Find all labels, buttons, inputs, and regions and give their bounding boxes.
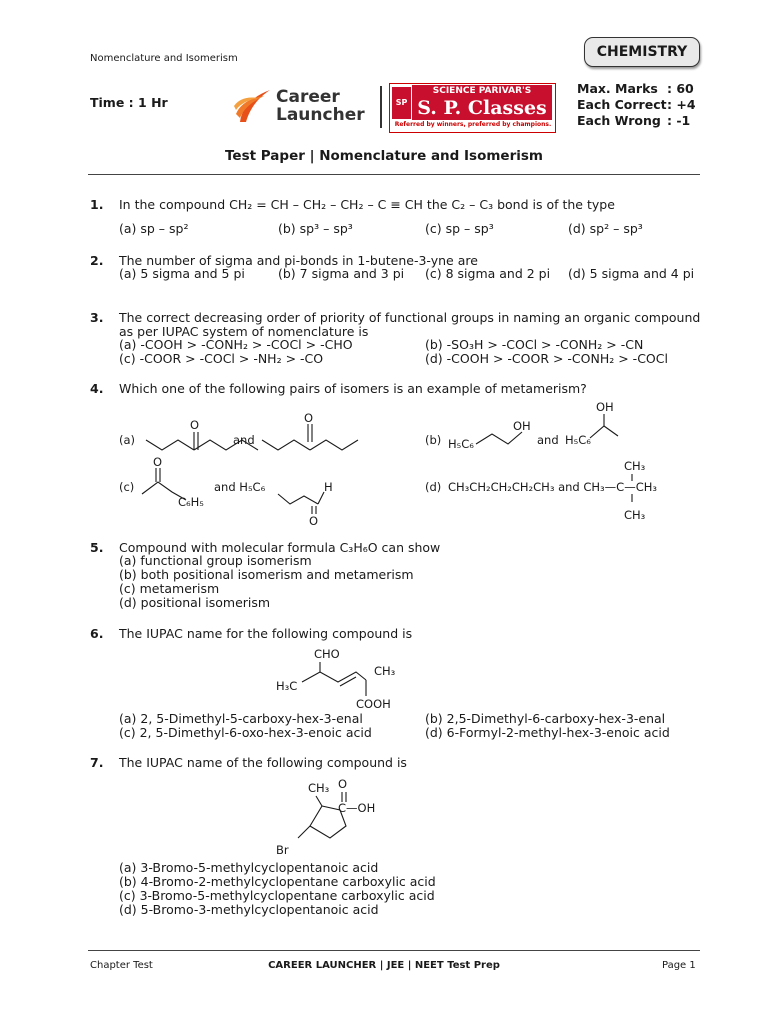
q7-option-d[interactable]: (d) 5-Bromo-3-methylcyclopentanoic acid: [119, 902, 379, 917]
marks-box: [577, 81, 696, 129]
q4c-and-h5c6: and H₅C₆: [214, 480, 266, 494]
footer-center-rest: Test Prep: [443, 960, 500, 971]
q1-post: bond is of the type: [493, 197, 615, 212]
subject-badge: CHEMISTRY: [584, 37, 700, 67]
q6-option-d[interactable]: (d) 6-Formyl-2-methyl-hex-3-enoic acid: [425, 725, 670, 740]
q4-label-d: (d): [425, 480, 442, 494]
q2-option-d[interactable]: (d) 5 sigma and 4 pi: [568, 266, 695, 281]
divider: [88, 174, 700, 175]
marks-label: Each Correct: [577, 97, 667, 112]
q7-option-b[interactable]: (b) 4-Bromo-2-methylcyclopentane carboxylic acid: [119, 874, 436, 889]
q4a-chain1-left: [146, 440, 194, 450]
q7-ring: [310, 806, 346, 838]
q5-option-b[interactable]: (b) both positional isomerism and metamerism: [119, 567, 414, 582]
q1-formula: CH₂ = CH – CH₂ – CH₂ – C ≡ CH: [229, 197, 423, 212]
q6-main-chain: [302, 672, 366, 682]
q7-text: The IUPAC name of the following compound is: [119, 755, 407, 770]
q6-number: 6.: [90, 626, 104, 641]
q6-text: The IUPAC name for the following compound is: [119, 626, 413, 641]
sp-top-text: SCIENCE PARIVAR'S: [412, 85, 552, 97]
q7-br-bond: [298, 826, 310, 838]
time-limit: Time : 1 Hr: [90, 95, 168, 110]
q4b-oh1: OH: [513, 419, 531, 433]
q2-option-c[interactable]: (c) 8 sigma and 2 pi: [425, 266, 551, 281]
q5-option-a[interactable]: (a) functional group isomerism: [119, 553, 312, 568]
q7-ch3: CH₃: [308, 781, 330, 795]
header-topic: Nomenclature and Isomerism: [90, 53, 238, 64]
sp-main-text: S. P. Classes: [412, 97, 552, 120]
q4a-chain2-right: [310, 440, 358, 450]
q4b-h5c6-2: H₅C₆: [565, 433, 591, 447]
q7-br: Br: [276, 843, 289, 857]
logo-line2: Launcher: [276, 105, 365, 125]
q7-structure: [270, 776, 410, 860]
q7-coh: C—OH: [338, 801, 376, 815]
q4c-o1: O: [153, 455, 163, 469]
q2-number: 2.: [90, 253, 104, 268]
q4-label-a: (a): [119, 433, 136, 447]
q2-text: The number of sigma and pi-bonds in 1-butene-3-yne are: [119, 253, 478, 268]
footer-center-bold: CAREER LAUNCHER | JEE | NEET: [268, 960, 444, 971]
career-launcher-logo: [232, 84, 372, 130]
q6-double-bond: [340, 677, 356, 686]
q7-number: 7.: [90, 755, 104, 770]
q1-text: [119, 197, 615, 212]
q1-mid: the: [422, 197, 452, 212]
q4a-chain2-left: [262, 440, 310, 450]
page-title: Test Paper | Nomenclature and Isomerism: [225, 148, 543, 164]
marks-value: : +4: [667, 97, 696, 112]
q4c-h: H: [324, 480, 333, 494]
q7-methyl-bond: [316, 796, 322, 806]
q5-option-c[interactable]: (c) metamerism: [119, 581, 220, 596]
marks-row: [577, 81, 696, 97]
q4d-ch3-bottom: CH₃: [624, 508, 646, 522]
q3-number: 3.: [90, 310, 104, 325]
q4a-o1: O: [190, 418, 200, 432]
marks-row: [577, 113, 696, 129]
sp-tagline: Referred by winners, preferred by champions.: [394, 121, 552, 128]
q7-option-c[interactable]: (c) 3-Bromo-5-methylcyclopentane carboxylic acid: [119, 888, 435, 903]
marks-label: Max. Marks: [577, 81, 658, 96]
q1-number: 1.: [90, 197, 104, 212]
q1-option-c[interactable]: (c) sp – sp³: [425, 221, 494, 236]
logo-divider: [380, 86, 382, 128]
q5-text: Compound with molecular formula C₃H₆O can show: [119, 540, 441, 555]
footer-divider: [88, 950, 700, 951]
q3-text-line2: as per IUPAC system of nomenclature is: [119, 324, 369, 339]
q6-option-c[interactable]: (c) 2, 5-Dimethyl-6-oxo-hex-3-enoic acid: [119, 725, 372, 740]
q1-option-d[interactable]: (d) sp² – sp³: [568, 221, 643, 236]
q6-cooh: COOH: [356, 697, 391, 711]
q4d-chain: CH₃CH₂CH₂CH₂CH₃ and CH₃—C—CH₃: [448, 480, 657, 494]
q3-option-b[interactable]: (b) -SO₃H > -COCl > -CONH₂ > -CN: [425, 337, 644, 352]
marks-value: : 60: [667, 81, 694, 96]
q4d-ch3-top: CH₃: [624, 459, 646, 473]
q4a-and: and: [233, 433, 255, 447]
q4-text: Which one of the following pairs of isomers is an example of metamerism?: [119, 381, 587, 396]
footer-left: Chapter Test: [90, 960, 153, 971]
q3-text-line1: The correct decreasing order of priority of functional groups in naming an organic compound: [119, 310, 701, 325]
sp-seal-icon: SP: [392, 87, 411, 119]
q3-option-a[interactable]: (a) -COOH > -CONH₂ > -COCl > -CHO: [119, 337, 353, 352]
q1-option-a[interactable]: (a) sp – sp²: [119, 221, 189, 236]
q6-h3c: H₃C: [276, 679, 298, 693]
q3-option-d[interactable]: (d) -COOH > -COOR > -CONH₂ > -COCl: [425, 351, 668, 366]
q1-bond: C₂ – C₃: [451, 197, 494, 212]
q2-option-a[interactable]: (a) 5 sigma and 5 pi: [119, 266, 245, 281]
q1-pre: In the compound: [119, 197, 230, 212]
q6-structure: [270, 642, 430, 712]
footer-center: [0, 960, 768, 971]
marks-value: : -1: [667, 113, 691, 128]
q4-label-c: (c): [119, 480, 135, 494]
footer-page: Page 1: [662, 960, 696, 971]
marks-label: Each Wrong: [577, 113, 661, 128]
marks-row: [577, 97, 696, 113]
q4c-o2: O: [309, 514, 319, 528]
sp-classes-logo: [389, 83, 556, 133]
q6-ch3: CH₃: [374, 664, 396, 678]
q5-option-d[interactable]: (d) positional isomerism: [119, 595, 271, 610]
q7-option-a[interactable]: (a) 3-Bromo-5-methylcyclopentanoic acid: [119, 860, 379, 875]
q4b-chain2: [590, 426, 618, 438]
q4a-o2: O: [304, 411, 314, 425]
q4b-h5c6-1: H₅C₆: [448, 437, 474, 451]
q6-option-a[interactable]: (a) 2, 5-Dimethyl-5-carboxy-hex-3-enal: [119, 711, 363, 726]
logo-line1: Career: [276, 87, 340, 107]
q4b-and: and: [537, 433, 559, 447]
q4-number: 4.: [90, 381, 104, 396]
q6-cho: CHO: [314, 647, 340, 661]
q5-number: 5.: [90, 540, 104, 555]
q3-option-c[interactable]: (c) -COOR > -COCl > -NH₂ > -CO: [119, 351, 324, 366]
q6-option-b[interactable]: (b) 2,5-Dimethyl-6-carboxy-hex-3-enal: [425, 711, 666, 726]
q1-option-b[interactable]: (b) sp³ – sp³: [278, 221, 353, 236]
q4-label-b: (b): [425, 433, 442, 447]
q4c-c6h5: C₆H₅: [178, 495, 204, 509]
q4-structures: [110, 398, 710, 528]
q7-o: O: [338, 777, 348, 791]
q4c-chain2: [278, 494, 318, 504]
q4b-oh2: OH: [596, 400, 614, 414]
flame-icon: [232, 84, 274, 130]
q2-option-b[interactable]: (b) 7 sigma and 3 pi: [278, 266, 405, 281]
q4b-chain1: [476, 432, 522, 444]
